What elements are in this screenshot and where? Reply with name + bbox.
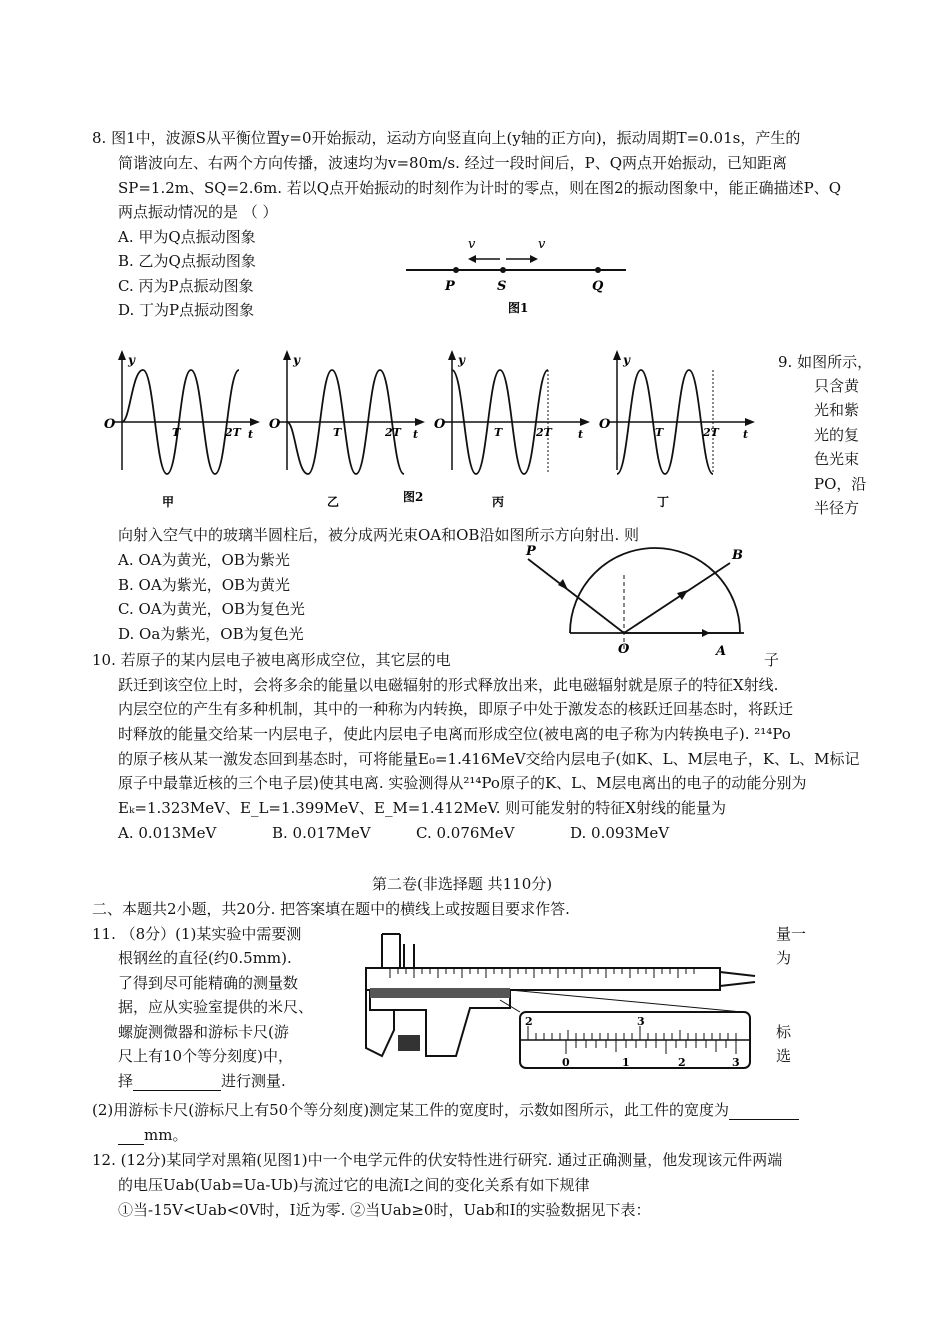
q9-option-d: D. Oa为紫光，OB为复色光 — [118, 625, 304, 643]
graph-yi-2t: 2T — [385, 426, 401, 439]
q11-left-1: 根钢丝的直径(约0.5mm). — [118, 949, 292, 967]
fig2-caption: 图2 — [403, 490, 424, 504]
graph-jia-origin: O — [104, 417, 116, 432]
q9-line: 向射入空气中的玻璃半圆柱后，被分成两光束OA和OB沿如图所示方向射出. 则 — [118, 526, 639, 544]
caliper-main-3: 3 — [637, 1015, 645, 1028]
q8-option-c: C. 丙为P点振动图象 — [118, 277, 254, 295]
graph-ding-label: 丁 — [657, 495, 670, 509]
graph-bing-t: T — [494, 426, 503, 439]
q9-option-b: B. OA为紫光，OB为黄光 — [118, 576, 291, 594]
graph-bing-label: 丙 — [492, 495, 505, 509]
q10-option-d: D. 0.093MeV — [570, 824, 670, 842]
q11-choose: 择 — [118, 1072, 134, 1090]
q9-side-6: 半径方 — [814, 499, 860, 517]
q8-option-d: D. 丁为P点振动图象 — [118, 301, 255, 319]
graph-bing-taxis: t — [578, 428, 584, 441]
q9-option-a: A. OA为黄光，OB为紫光 — [118, 551, 290, 569]
q11-right-0: 量一 — [776, 925, 807, 943]
caliper-main-2: 2 — [525, 1015, 533, 1028]
q8-figure2 — [100, 348, 760, 518]
fig1-q: Q — [592, 279, 604, 294]
graph-bing-y: y — [458, 353, 465, 367]
graph-ding-2t: 2T — [703, 426, 719, 439]
q10-line4: 时释放的能量交给某一内层电子，使此内层电子电离而形成空位(被电离的电子称为内转换电子). ²¹⁴Po — [118, 725, 791, 743]
graph-ding-origin: O — [599, 417, 611, 432]
graph-jia-label: 甲 — [162, 495, 175, 509]
q9-side-5: PO，沿 — [814, 475, 867, 493]
q9-fig-b: B — [732, 548, 743, 563]
q9-fig-p: P — [526, 545, 536, 559]
graph-ding-t: T — [655, 426, 664, 439]
q8-option-a: A. 甲为Q点振动图象 — [118, 228, 256, 246]
caliper-vern-0: 0 — [562, 1056, 570, 1069]
q10-line1-tail: 子 — [764, 651, 780, 669]
q11-answer-blank-2a[interactable] — [729, 1103, 799, 1120]
q11-part2-line2 — [118, 1125, 187, 1145]
q11-answer-blank-1[interactable] — [133, 1074, 221, 1091]
q9-side-1: 只含黄 — [814, 377, 860, 395]
q11-answer-blank-2b[interactable] — [118, 1128, 144, 1145]
q11-left-5: 尺上有10个等分刻度)中， — [118, 1047, 293, 1065]
graph-yi-y: y — [293, 353, 300, 367]
fig1-v-left: v — [468, 237, 476, 252]
graph-bing — [434, 350, 590, 509]
graph-jia-taxis: t — [248, 428, 254, 441]
graph-jia-2t: 2T — [225, 426, 241, 439]
q12-line1: 12. (12分)某同学对黑箱(见图1)中一个电学元件的伏安特性进行研究. 通过正确测量，他发现该元件两端 — [92, 1151, 783, 1169]
q9-side-3: 光的复 — [814, 426, 860, 444]
caliper-vern-2: 2 — [678, 1056, 686, 1069]
graph-yi-label: 乙 — [327, 495, 340, 509]
graph-jia-t: T — [172, 426, 181, 439]
q12-line2: 的电压Uab(Uab=Ua-Ub)与流过它的电流I之间的变化关系有如下规律 — [118, 1176, 590, 1194]
fig1-v-right: v — [538, 237, 546, 252]
graph-yi-origin: O — [269, 417, 281, 432]
q10-option-b: B. 0.017MeV — [272, 824, 371, 842]
graph-yi-t: T — [333, 426, 342, 439]
q10-line5: 的原子核从某一激发态回到基态时，可将能量E₀=1.416MeV交给内层电子(如K、L、M层电子，K、L、M标记 — [118, 750, 860, 768]
q11-part2-tail: mm。 — [144, 1126, 188, 1144]
q10-option-c: C. 0.076MeV — [416, 824, 515, 842]
graph-bing-2t: 2T — [536, 426, 552, 439]
q11-left-tail: 进行测量. — [221, 1072, 286, 1090]
q11-left-6 — [118, 1071, 286, 1091]
q11-left-4: 螺旋测微器和游标卡尺(游 — [118, 1023, 289, 1041]
q8-option-b: B. 乙为Q点振动图象 — [118, 252, 256, 270]
q9-side-0: 9. 如图所示， — [778, 353, 873, 371]
graph-ding-y: y — [623, 353, 630, 367]
graph-jia — [104, 350, 260, 509]
q12-line3: ①当-15V<Uab<0V时，I近为零. ②当Uab≥0时，Uab和I的实验数据见下表： — [118, 1201, 651, 1219]
q9-option-c: C. OA为黄光，OB为复色光 — [118, 600, 305, 618]
q11-right-3: 选 — [776, 1047, 792, 1065]
q11-left-2: 了得到尽可能精确的测量数 — [118, 974, 299, 992]
graph-jia-y: y — [128, 353, 135, 367]
graph-ding-taxis: t — [743, 428, 749, 441]
q11-right-2: 标 — [776, 1023, 792, 1041]
q11-part2-line1 — [92, 1100, 799, 1120]
q8-line3: SP=1.2m、SQ=2.6m. 若以Q点开始振动的时刻作为计时的零点，则在图2的振动图象中，能正确描述P、Q — [118, 179, 842, 197]
q10-line3: 内层空位的产生有多种机制，其中的一种称为内转换，即原子中处于激发态的核跃迁回基态时，将跃迁 — [118, 700, 794, 718]
q10-line6: 原子中最靠近核的三个电子层)使其电离. 实验测得从²¹⁴Po原子的K、L、M层电离出的电子的动能分别为 — [118, 774, 807, 792]
q10-option-a: A. 0.013MeV — [118, 824, 217, 842]
caliper-vern-1: 1 — [622, 1056, 630, 1069]
q8-figure1 — [400, 232, 640, 342]
q9-fig-o: O — [618, 642, 630, 657]
q9-fig-a: A — [716, 644, 727, 659]
fig1-caption: 图1 — [508, 301, 529, 315]
q11-left-0: 11. （8分）(1)某实验中需要测 — [92, 925, 302, 943]
q8-line4: 两点振动情况的是 （ ） — [118, 203, 278, 221]
graph-yi — [269, 350, 425, 509]
q11-right-1: 为 — [776, 949, 792, 967]
q9-side-2: 光和紫 — [814, 401, 860, 419]
caliper-vern-3: 3 — [732, 1056, 740, 1069]
q11-caliper-figure — [360, 930, 765, 1070]
q9-figure — [520, 545, 760, 660]
graph-bing-origin: O — [434, 417, 446, 432]
fig1-s: S — [497, 279, 507, 294]
q10-line1: 10. 若原子的某内层电子被电离形成空位，其它层的电 — [92, 651, 451, 669]
q10-line2: 跃迁到该空位上时，会将多余的能量以电磁辐射的形式释放出来，此电磁辐射就是原子的特征X射线. — [118, 676, 779, 694]
q11-part2-text: (2)用游标卡尺(游标尺上有50个等分刻度)测定某工件的宽度时，示数如图所示，此工件的宽度为 — [92, 1101, 730, 1119]
part2-intro: 二、本题共2小题，共20分. 把答案填在题中的横线上或按题目要求作答. — [92, 900, 570, 918]
q11-left-3: 据，应从实验室提供的米尺、 — [118, 998, 314, 1016]
q8-line1: 8. 图1中，波源S从平衡位置y=0开始振动，运动方向竖直向上(y轴的正方向)，振动周期T=0.01s，产生的 — [92, 129, 801, 147]
q8-line2: 简谐波向左、右两个方向传播，波速均为v=80m/s. 经过一段时间后，P、Q两点开始振动，已知距离 — [118, 154, 788, 172]
q10-line7: Eₖ=1.323MeV、E_L=1.399MeV、E_M=1.412MeV. 则可能发射的特征X射线的能量为 — [118, 799, 726, 817]
fig1-p: P — [445, 279, 455, 294]
part2-title: 第二卷(非选择题 共110分) — [372, 875, 553, 893]
graph-ding — [599, 350, 755, 509]
graph-yi-taxis: t — [413, 428, 419, 441]
q9-side-4: 色光束 — [814, 450, 860, 468]
